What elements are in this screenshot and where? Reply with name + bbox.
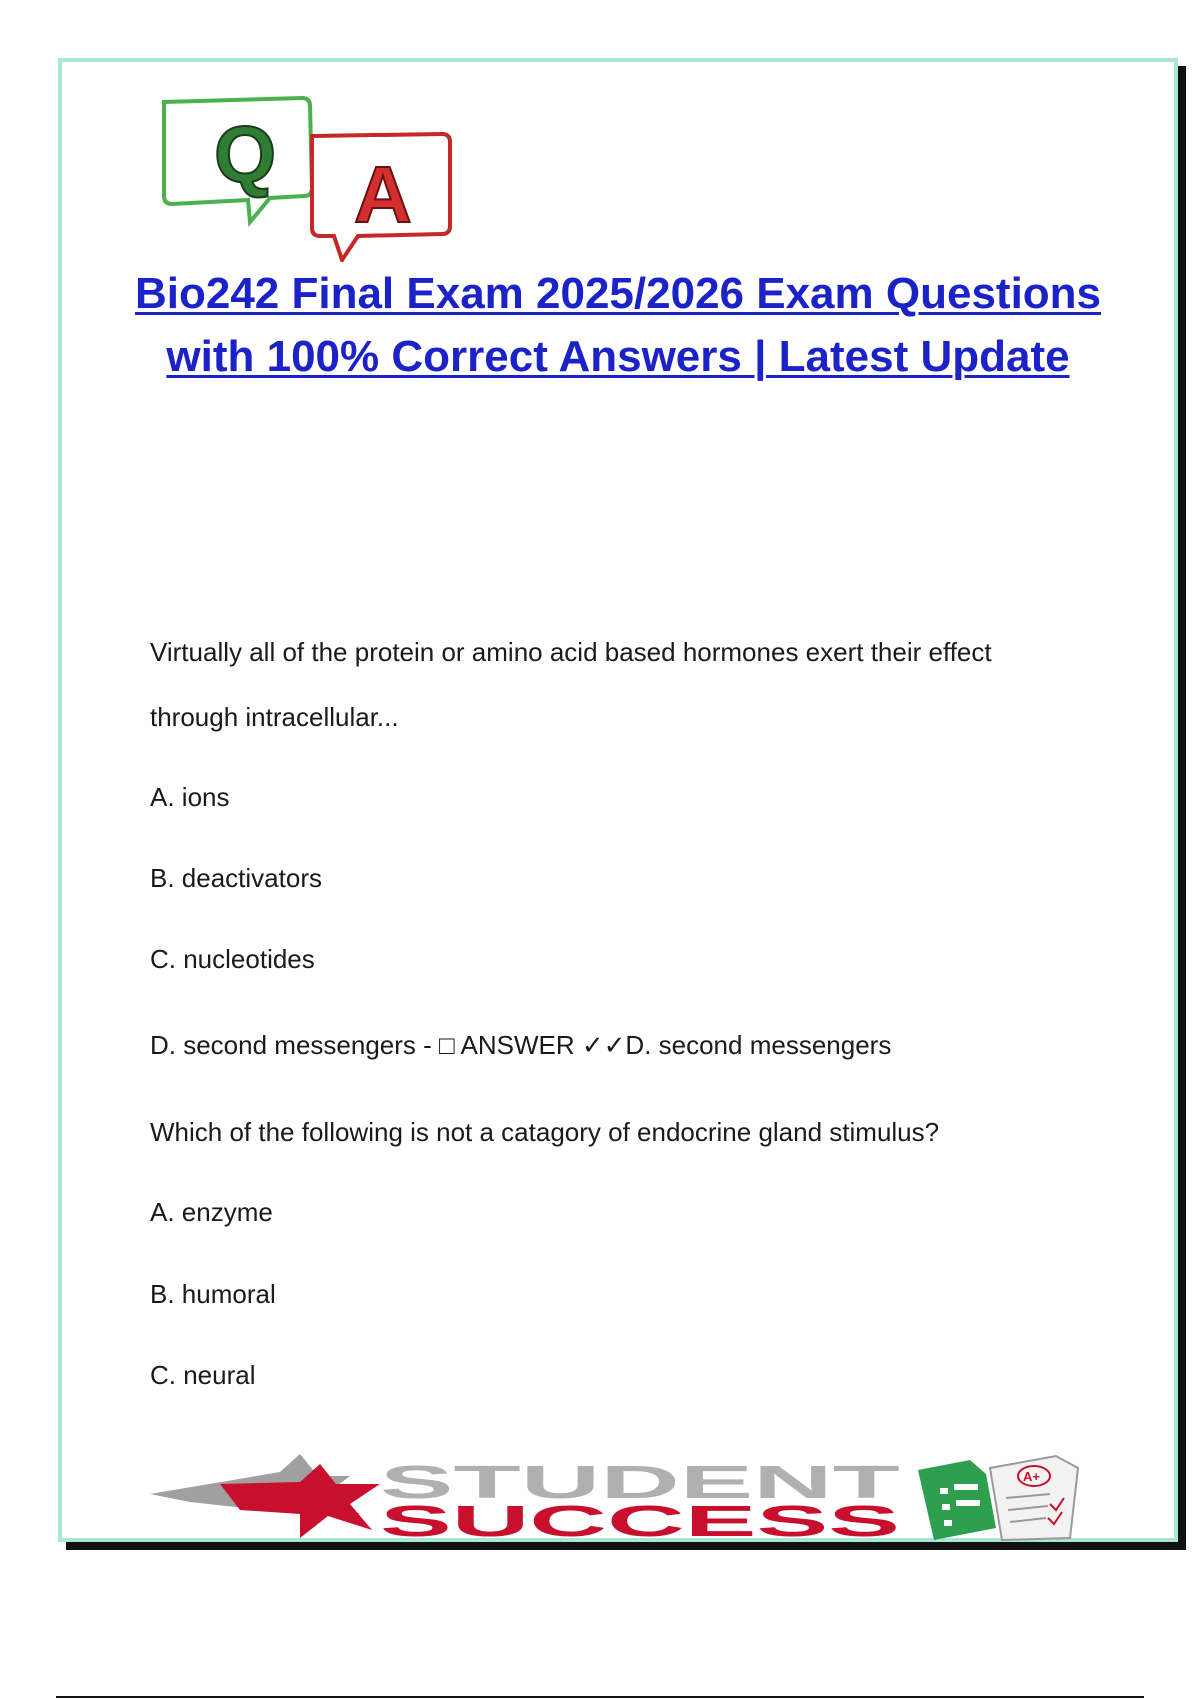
question-1-stem-line-1: Virtually all of the protein or amino acid based hormones exert their effect [150,637,992,667]
question-2-option-b: B. humoral [150,1279,276,1309]
question-2-option-a: A. enzyme [150,1197,273,1227]
logo-word-success: SUCCESS [380,1497,900,1544]
logo-word-student: STUDENT [380,1456,900,1508]
q-letter: Q [214,110,277,199]
question-1-option-d-answer: D. second messengers - □ ANSWER ✓✓D. second messengers [150,1030,892,1060]
grade-badge: A+ [1023,1469,1040,1484]
spreadsheet-icon [918,1460,996,1540]
question-1-option-c: C. nucleotides [150,944,315,974]
question-1-option-a: A. ions [150,782,230,812]
graded-paper-icon [990,1456,1078,1540]
a-letter: A [354,150,412,239]
question-1-option-b: B. deactivators [150,863,322,893]
question-2-option-c: C. neural [150,1360,256,1390]
question-1-stem-line-2: through intracellular... [150,702,399,732]
document-title[interactable]: Bio242 Final Exam 2025/2026 Exam Questions with 100% Correct Answers | Latest Update [134,269,1102,381]
qa-logo [152,92,452,262]
question-2-stem: Which of the following is not a catagory of endocrine gland stimulus? [150,1117,940,1147]
student-success-logo [150,1454,1100,1544]
document-page [58,58,1178,1542]
page-bottom-rule [56,1696,1144,1698]
